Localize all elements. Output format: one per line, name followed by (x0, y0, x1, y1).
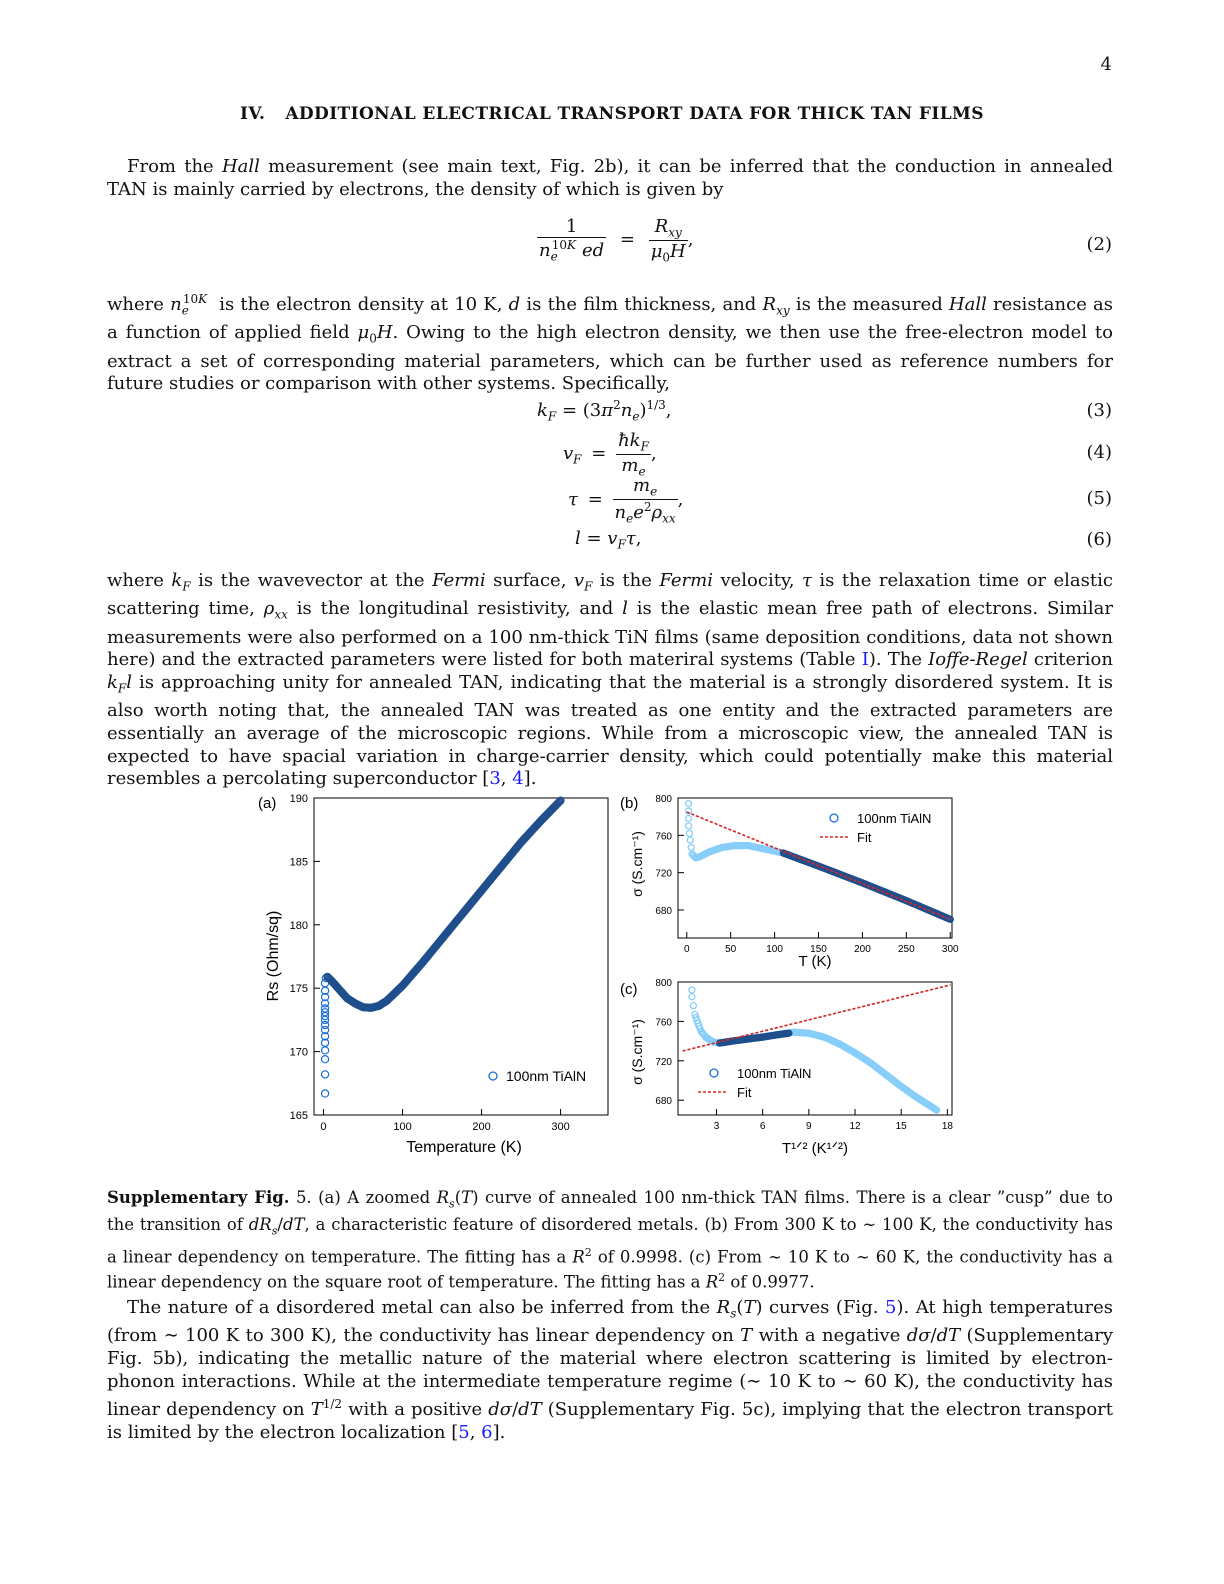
y-tick-label: 185 (289, 856, 308, 869)
y-tick-label: 800 (655, 794, 672, 805)
panel-c-ylabel: σ (S.cm⁻¹) (629, 1019, 645, 1085)
text: is the electron density at 10 K, (213, 294, 509, 315)
data-point (686, 816, 692, 822)
panel-b-ylabel: σ (S.cm⁻¹) (629, 831, 645, 897)
y-tick-label: 190 (289, 793, 308, 805)
x-tick-label: 100 (766, 944, 783, 955)
panel-b-xaxis (684, 932, 959, 955)
panel-c-data (683, 985, 951, 1113)
y-tick-label: 760 (655, 1017, 672, 1029)
panel-c-yaxis (655, 978, 684, 1107)
equation-3-number: (3) (1086, 400, 1112, 421)
x-tick-label: 300 (551, 1121, 570, 1133)
y-tick-label: 170 (289, 1046, 308, 1059)
equation-6: $l = v_F\tau$, (575, 528, 642, 552)
citation-link[interactable]: 4 (512, 768, 524, 790)
panel-c-legend-marker (710, 1069, 718, 1077)
text: is the measured (789, 294, 949, 315)
paragraph-1 (107, 156, 1113, 201)
citation-link[interactable]: 6 (481, 1422, 493, 1444)
panel-a-xlabel: Temperature (K) (406, 1139, 522, 1156)
panel-c-label: (c) (620, 981, 638, 998)
paragraph-4: The nature of a disordered metal can also be inferred from the $R_s(T)$ curves (Fig. 5). At high temperatures (from ∼ 100 K to 300 K), the conductivity has linear dependency on T with a negative dσ/dT (Supplementary Fig. 5b), indicating the metallic nature of the material where electron scattering is limited by electron-phonon interactions. While at the intermediate temperature regime (∼ 10 K to ∼ 60 K), the conductivity has linear dependency on $T^{1/2}$ with a positive dσ/dT (Supplementary Fig. 5c), implying that the electron transport is limited by the electron localization [5, 6]. (107, 1297, 1113, 1444)
x-tick-label: 200 (472, 1121, 491, 1133)
panel-a-yaxis (290, 793, 320, 1122)
text: measurement (see main text, Fig. 2b), it can be inferred that the conduction in annealed TAN is mainly carried by electrons, the density of which is given by (107, 156, 1113, 200)
paragraph-2: where $n_e^{10K}$ is the electron density at 10 K, d is the film thickness, and $R_{xy}$ is the measured Hall resistance as a function of applied field $\mu_0H$. Owing to the high electron density, we then use the free-electron model to extract a set of corresponding material parameters, which can be further used as reference numbers for future studies or comparison with other systems. Specifically, (107, 292, 1114, 395)
panel-a-data (321, 797, 564, 1097)
x-tick-label: 0 (684, 944, 690, 955)
caption-number: 5. (295, 1188, 312, 1207)
equation-2: $\frac{1}{n_e^{10K} ed}$ = $\frac{R_{xy}}{\mu_0H}$ , (539, 216, 694, 265)
panel-a-xaxis (320, 1109, 569, 1133)
x-tick-label: 300 (941, 944, 959, 955)
caption-label: Supplementary Fig. (107, 1188, 290, 1207)
panel-c-xaxis (714, 1109, 954, 1132)
text: . Owing to the high electron density, we then use the free-electron model to extract a set of corresponding material parameters, which can be further used as reference numbers for future studies or comparison with other systems. Specifically, (107, 322, 1114, 395)
panel-a-legend: 100nm TiAlN (506, 1068, 587, 1084)
y-tick-label: 720 (655, 1056, 672, 1068)
equation-4: $v_F$ = $\frac{ħk_F}{m_e}$ , (563, 430, 657, 479)
y-tick-label: 680 (655, 1096, 672, 1108)
page-number: 4 (1100, 54, 1112, 75)
equation-5-number: (5) (1086, 488, 1112, 509)
x-tick-label: 50 (725, 944, 737, 955)
y-tick-label: 165 (289, 1110, 308, 1122)
x-tick-label: 0 (320, 1121, 327, 1133)
y-tick-label: 760 (655, 831, 672, 843)
data-point (321, 1047, 328, 1054)
data-point (689, 994, 695, 1000)
panel-b-legend-fit: Fit (857, 830, 872, 845)
section-heading (0, 104, 1224, 124)
panel-a-ylabel: Rs (Ohm/sq) (265, 910, 282, 1002)
x-tick-label: 150 (810, 944, 827, 955)
x-tick-label: 12 (849, 1121, 861, 1132)
text: From the (127, 156, 222, 177)
data-point (686, 830, 692, 836)
section-number: IV. (240, 104, 266, 124)
x-tick-label: 3 (713, 1121, 720, 1132)
panel-b-xlabel: T (K) (798, 953, 832, 970)
citation-link[interactable]: 3 (489, 768, 501, 790)
x-tick-label: 18 (941, 1121, 953, 1132)
x-tick-label: 100 (393, 1121, 412, 1133)
y-tick-label: 720 (655, 868, 672, 880)
panel-c-legend: 100nm TiAlN (737, 1066, 812, 1081)
x-tick-label: 6 (759, 1121, 766, 1132)
y-tick-label: 680 (655, 906, 672, 917)
text-hall: Hall (948, 294, 987, 315)
equation-5: τ = $\frac{m_e}{n_ee^2\rho_{xx}}$ , (568, 475, 684, 526)
panel-c-legend-fit: Fit (737, 1085, 752, 1100)
text: is the film thickness, and (520, 294, 763, 315)
paragraph-3: where $k_F$ is the wavevector at the Fermi surface, $v_F$ is the Fermi velocity, τ is the relaxation time or elastic scattering time, $\rho_{xx}$ is the longitudinal resistivity, and l is the elastic mean free path of electrons. Similar measurements were also performed on a 100 nm-thick TiN films (same deposition conditions, data not shown here) and the extracted parameters were listed for both materiral systems (Table I). The Ioffe-Regel criterion $k_Fl$ is approaching unity for annealed TAN, indicating that the material is a strongly disordered system. It is also worth noting that, the annealed TAN was treated as one entity and the extracted parameters are essentially an average of the microscopic regions. While from a microscopic view, the annealed TAN is expected to have spacial variation in charge-carrier density, which could potentially make this material resembles a percolating superconductor [3, 4]. (107, 570, 1113, 790)
table-ref-link[interactable]: I (861, 649, 869, 671)
data-point (686, 823, 692, 829)
text-hall: Hall (221, 156, 260, 177)
equation-6-number: (6) (1086, 529, 1112, 550)
citation-link[interactable]: 5 (458, 1422, 470, 1444)
data-point (321, 1056, 328, 1063)
panel-b-yaxis (655, 794, 684, 917)
section-title: ADDITIONAL ELECTRICAL TRANSPORT DATA FOR THICK TAN FILMS (285, 104, 984, 124)
x-tick-label: 15 (895, 1121, 907, 1132)
data-point (690, 1003, 696, 1009)
data-point (686, 801, 692, 807)
text: where (107, 294, 171, 315)
y-tick-label: 180 (289, 919, 308, 932)
panel-c-xlabel: T¹ᐟ² (K¹ᐟ²) (781, 1140, 849, 1157)
data-point (689, 987, 695, 993)
data-point (321, 1090, 328, 1097)
panel-a-legend-marker (489, 1072, 497, 1080)
y-tick-label: 175 (289, 983, 308, 996)
equation-4-number: (4) (1086, 442, 1112, 463)
text: resistance as a function of applied field (107, 294, 1114, 344)
panel-b-label: (b) (620, 795, 639, 812)
data-point (321, 1071, 328, 1078)
panel-b-legend-marker (830, 814, 838, 822)
x-tick-label: 250 (897, 944, 915, 955)
fit-line-overlay (687, 812, 950, 919)
figure-ref-link[interactable]: 5 (884, 1297, 897, 1318)
panel-a-label: (a) (258, 795, 277, 812)
x-tick-label: 9 (806, 1121, 812, 1132)
figure-caption: Supplementary Fig. 5. (a) A zoomed $R_s(T)$ curve of annealed 100 nm-thick TAN films. There is a clear ”cusp” due to the transition of $dR_s/dT$, a characteristic feature of disordered metals. (b) From 300 K to ∼ 100 K, the conductivity has a linear dependency on temperature. The fitting has a $R^2$ of 0.9998. (c) From ∼ 10 K to ∼ 60 K, the conductivity has a linear dependency on the square root of temperature. The fitting has a $R^2$ of 0.9977. (107, 1188, 1113, 1292)
panel-b-legend: 100nm TiAlN (857, 811, 932, 826)
data-point (688, 844, 694, 850)
x-tick-label: 200 (854, 944, 871, 955)
equation-2-number: (2) (1086, 234, 1112, 255)
y-tick-label: 800 (655, 978, 672, 989)
fit-line-overlay (683, 985, 951, 1051)
figure-5 (250, 784, 970, 1164)
equation-3: $k_F = (3\pi^2n_e)^{1/3}$, (537, 398, 672, 424)
data-point (687, 837, 693, 843)
